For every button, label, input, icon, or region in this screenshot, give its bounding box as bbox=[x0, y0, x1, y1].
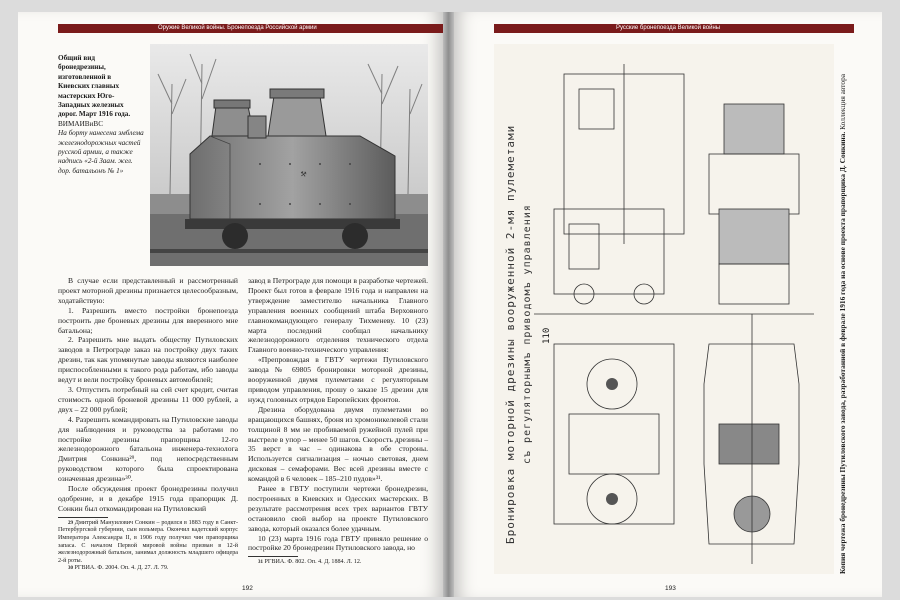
paragraph: После обсуждения проект бронедрезины получил одобрение, и в декабре 1915 года прапорщик Д. Сонкин был откомандирован на Путиловский bbox=[58, 484, 238, 513]
book-gutter bbox=[443, 12, 454, 597]
drawing-title: Бронировка моторной дрезины вооруженной 2-мя пулеметами bbox=[504, 124, 517, 544]
drawing-subtitle: съ регуляторнымъ приводомъ управления bbox=[522, 204, 533, 464]
footnote bbox=[58, 520, 238, 566]
running-head-left bbox=[58, 24, 443, 33]
footnote-text: Дмитрий Мануилович Сонкин – родился в 1883 году в Санкт-Петербургской губернии, сын вольмера. Окончил кадетский корпус Императора Александра II, в 1906 году получил чин прапорщика запаса. С началом Первой мировой войны призван в 12-й железнодорожный батальон, занимал должность младшего офицера 2-й роты. bbox=[58, 519, 238, 564]
vertical-caption-bold: Копия чертежа бронедрезины Путиловского завода, разработанной в феврале 1916 года на основе проекта прапорщика Д. Сонкина. bbox=[838, 131, 847, 574]
paragraph: В случае если представленный и рассмотренный проект моторной дрезины признается целесообразным, ходатайствую: bbox=[58, 276, 238, 305]
footnote-rule bbox=[248, 556, 298, 557]
footnote bbox=[58, 565, 238, 573]
vertical-caption-credit: Коллекция автора bbox=[838, 73, 847, 130]
text-column-2 bbox=[248, 276, 428, 567]
svg-text:⚒: ⚒ bbox=[299, 170, 308, 179]
photo-caption-source: ВИМАИВиВС bbox=[58, 119, 103, 128]
footnote-text: РГВИА. Ф. 2004. Оп. 4. Д. 27. Л. 79. bbox=[74, 565, 169, 572]
drawing-number-block bbox=[540, 327, 554, 362]
left-page bbox=[18, 12, 443, 597]
photo-caption-title: Общий вид бронедрезины, изготовленной в Киевских главных мастерских Юго-Западных железных дорог. Март 1916 года. bbox=[58, 54, 131, 119]
technical-drawing bbox=[494, 44, 834, 574]
armored-railcar-photo bbox=[150, 44, 428, 266]
drawing-subtitle-block bbox=[522, 44, 542, 574]
footnote-rule bbox=[58, 517, 108, 518]
paragraph: 1. Разрешить вместо постройки бронепоезда построить две броневых дрезины для вверенного мне батальона; bbox=[58, 305, 238, 335]
footnote-number: 31 bbox=[258, 560, 263, 566]
right-page bbox=[454, 12, 882, 597]
page-number-left: 192 bbox=[242, 585, 253, 592]
paragraph: 2. Разрешить мне выдать обществу Путиловских заводов в Петрограде заказ на постройку двух таких дрезин, так как упомянутые заводы являются наиболее приспособленными к такого рода работам, ибо заводы ведут и вели постройку броневых автомобилей; bbox=[58, 335, 238, 385]
paragraph: Дрезина оборудована двумя пулеметами во вращающихся башнях, броня из хромоникелевой стали толщиной 8 мм не пробиваемой ружейной пулей при выстреле в упор – менее 50 шагов. Скорость дрезины – 35 верст в час – одинакова в обе стороны. Используется сигнализация – ночью световая, днем дисковая – семафорами. Вес всей дрезины вместе с командой в 6 человек – 185–210 пудов»³¹. bbox=[248, 404, 428, 484]
drawing-number: 110 bbox=[542, 327, 552, 344]
footnote bbox=[248, 559, 428, 567]
footnote-text: РГВИА. Ф. 802. Оп. 4. Д. 1884. Л. 12. bbox=[264, 559, 362, 566]
running-head-right-text: Русские бронепоезда Великой войны bbox=[616, 25, 721, 31]
photo-caption-note: На борту нанесена эмблема железнодорожных частей русской армии, а также надпись «2-й Заам. жел. дор. батальонъ № 1» bbox=[58, 129, 144, 175]
paragraph: завод в Петрограде для помощи в разработке чертежей. Проект был готов в феврале 1916 года и направлен на утверждение заместителю начальника Главного управления военных сообщений штаба Верховного главнокомандующего генералу Тихменеву. 10 (23) марта последний сообщал начальнику железнодорожного отделения технического отдела Главного военно-технического управления: bbox=[248, 276, 428, 355]
page-number-right: 193 bbox=[665, 585, 676, 592]
photo-caption bbox=[58, 54, 144, 176]
paragraph: 10 (23) марта 1916 года ГВТУ приняло решение о постройке 20 бронедрезин Путиловского завода, но bbox=[248, 533, 428, 553]
running-head-right bbox=[494, 24, 854, 33]
running-head-left-text: Оружие Великой войны. Бронепоезда Российской армии bbox=[158, 25, 317, 31]
vertical-caption-text bbox=[838, 44, 874, 574]
footnote-number: 30 bbox=[68, 566, 73, 572]
vertical-caption bbox=[838, 44, 874, 574]
railcar-blueprint bbox=[494, 44, 834, 574]
paragraph: 4. Разрешить командировать на Путиловские заводы для наблюдения и руководства за работами по постройке дрезины прапорщика 12-го железнодорожного батальона инженера-технолога Дмитрия Сонкина²⁹, под непосредственным руководством которого была спроектирована означенная дрезина»³⁰. bbox=[58, 414, 238, 484]
paragraph: Ранее в ГВТУ поступили чертежи бронедрезин, построенных в Киевских и Одесских мастерских. В результате рассмотрения всех трех вариантов ГВТУ остановило свой выбор на проекте Путиловского завода, который оказался более удачным. bbox=[248, 484, 428, 533]
paragraph: 3. Отпустить потребный на сей счет кредит, считая стоимость одной броневой дрезины 11 000 рублей, а двух – 22 000 рублей; bbox=[58, 384, 238, 414]
footnote-number: 29 bbox=[68, 520, 73, 526]
text-column-1 bbox=[58, 276, 238, 573]
paragraph: «Препровождая в ГВТУ чертежи Путиловского завода № 69805 бронировки моторной дрезины, вооруженной двумя пулеметами с регуляторным приводом управления, прошу о заказе 15 дрезин для нужд головных отрядов Европейских фронтов. bbox=[248, 355, 428, 404]
